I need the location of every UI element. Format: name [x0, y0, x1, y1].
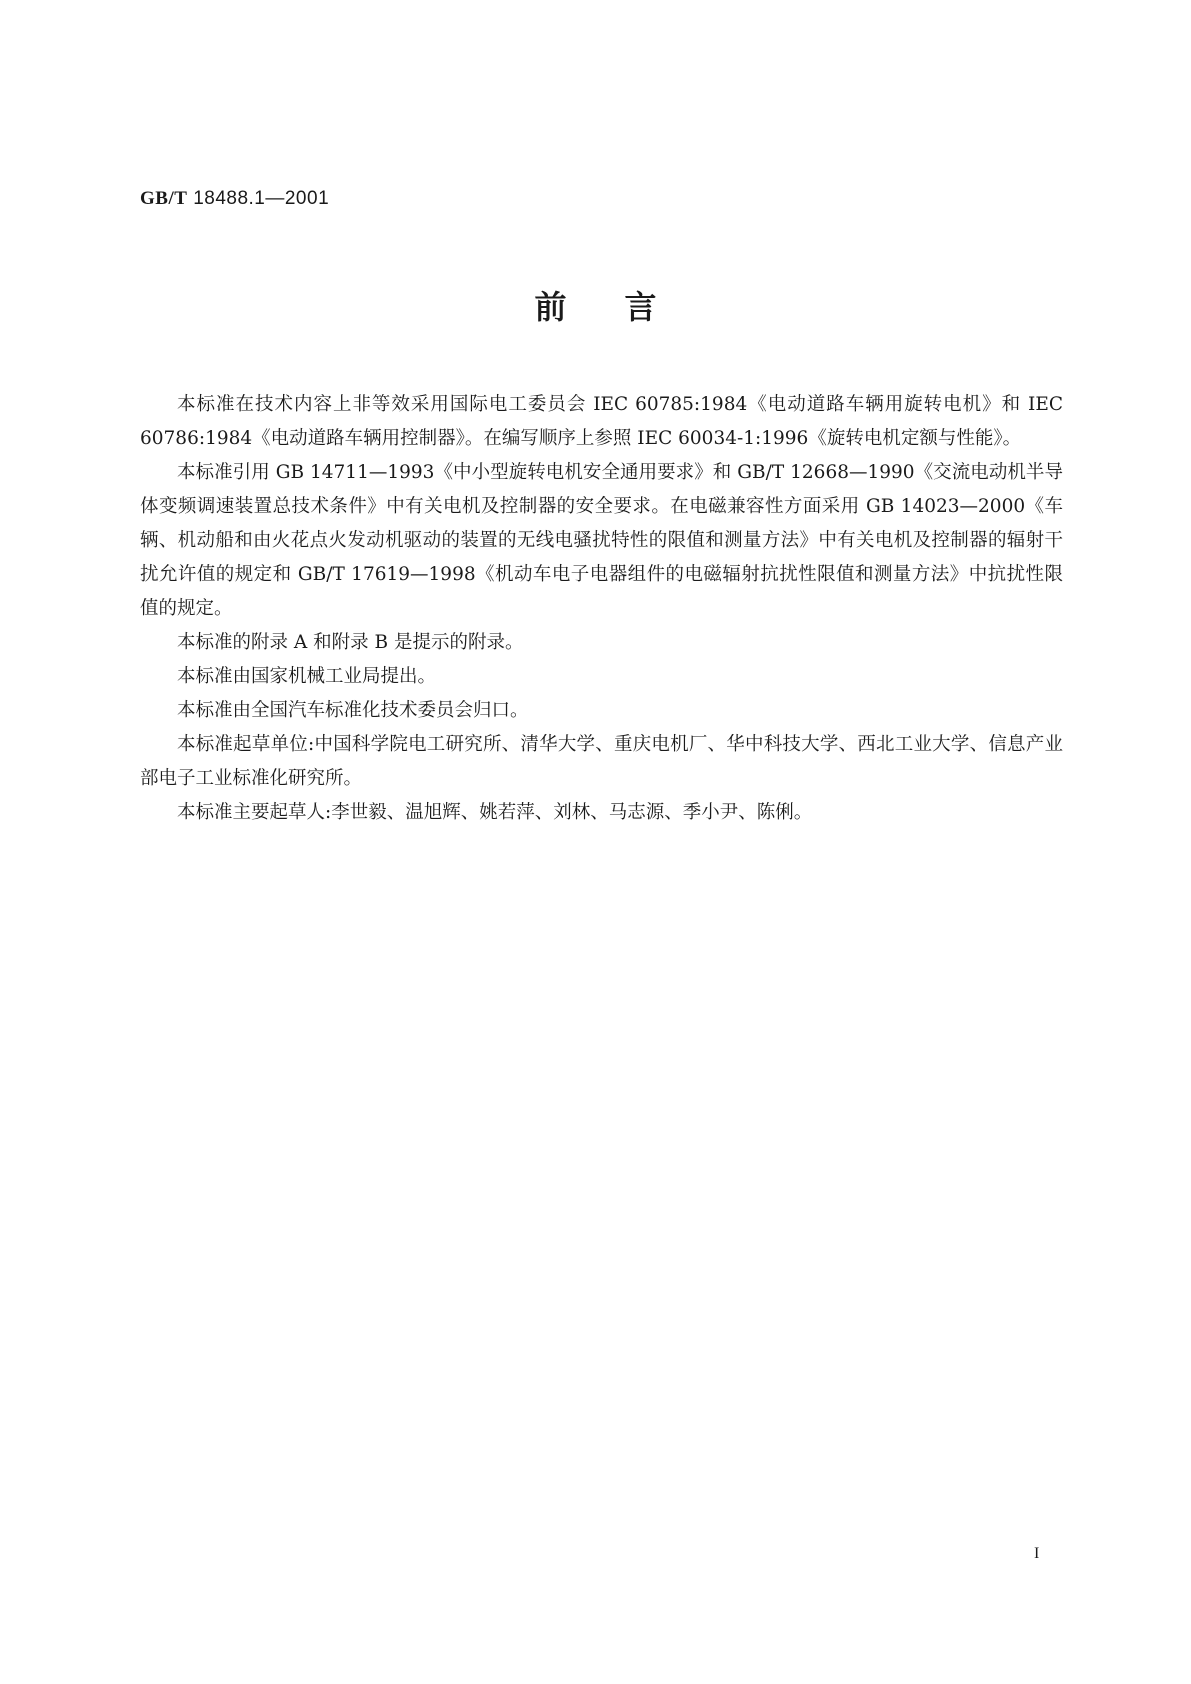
standard-code-number: 18488.1—2001 — [193, 188, 330, 209]
page-number: I — [1034, 1545, 1040, 1562]
paragraph-references: 本标准引用 GB 14711—1993《中小型旋转电机安全通用要求》和 GB/T 12668—1990《交流电动机半导体变频调速装置总技术条件》中有关电机及控制器的安全要求。在电磁兼容性方面采用 GB 14023—2000《车辆、机动船和由火花点火发动机驱动的装置的无线电骚扰特性的限值和测量方法》中有关电机及控制器的辐射干扰允许值的规定和 GB/T 17619—1998《机动车电子电器组件的电磁辐射抗扰性限值和测量方法》中抗扰性限值的规定。 — [140, 462, 1063, 619]
standard-code — [140, 188, 329, 210]
foreword-body — [140, 388, 1063, 830]
paragraph-proposer: 本标准由国家机械工业局提出。 — [177, 666, 437, 687]
paragraph-appendix: 本标准的附录 A 和附录 B 是提示的附录。 — [177, 632, 524, 653]
standard-code-prefix: GB/T — [140, 188, 188, 209]
paragraph-administrator: 本标准由全国汽车标准化技术委员会归口。 — [177, 700, 529, 721]
paragraph-adoption: 本标准在技术内容上非等效采用国际电工委员会 IEC 60785:1984《电动道路车辆用旋转电机》和 IEC 60786:1984《电动道路车辆用控制器》。在编写顺序上参照 IEC 60034-1:1996《旋转电机定额与性能》。 — [140, 394, 1063, 449]
paragraph-drafting-units: 本标准起草单位:中国科学院电工研究所、清华大学、重庆电机厂、华中科技大学、西北工业大学、信息产业部电子工业标准化研究所。 — [140, 734, 1063, 789]
page-title: 前言 — [534, 288, 715, 326]
paragraph-drafters: 本标准主要起草人:李世毅、温旭辉、姚若萍、刘林、马志源、季小尹、陈俐。 — [177, 802, 813, 823]
